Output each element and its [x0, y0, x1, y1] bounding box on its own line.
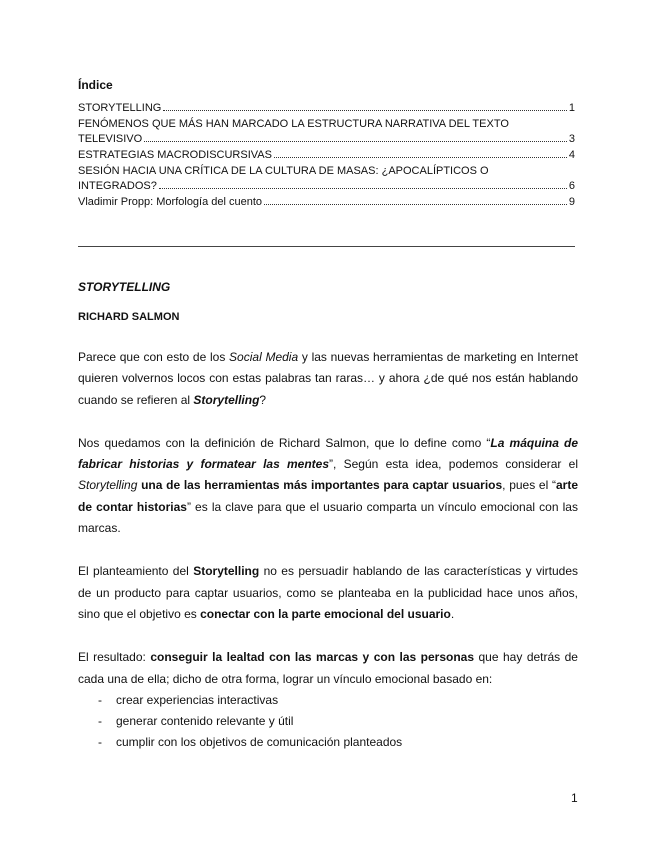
- toc-entry[interactable]: [78, 195, 575, 210]
- section-title: STORYTELLING: [78, 280, 171, 294]
- toc-leader-dots: [159, 188, 567, 189]
- paragraph-text: El planteamiento del: [78, 564, 194, 579]
- italic-text: Social Media: [229, 350, 299, 364]
- paragraph: [78, 561, 578, 625]
- paragraph-text: ?: [259, 392, 267, 407]
- bold-italic-text: La máquina de fabricar historias y formatear las mentes: [78, 435, 578, 472]
- bold-text: Storytelling: [193, 564, 260, 579]
- toc-entry-text-line1: SESIÓN HACIA UNA CRÍTICA DE LA CULTURA DE MASAS: ¿APOCALÍPTICOS O: [78, 165, 489, 177]
- bold-text: una de las herramientas más importantes para captar usuarios: [141, 478, 503, 493]
- toc-entry-page: 6: [568, 180, 575, 192]
- paragraph-text: .: [450, 606, 455, 621]
- toc-entry-page: 9: [568, 196, 575, 208]
- section-content: [78, 279, 578, 754]
- toc-entry-page: 1: [568, 102, 575, 114]
- toc-heading: Índice: [78, 78, 113, 92]
- paragraph-text: El resultado:: [78, 650, 151, 665]
- toc-entry[interactable]: [78, 148, 575, 163]
- list-item-text: cumplir con los objetivos de comunicación planteados: [116, 735, 403, 750]
- bold-text: conectar con la parte emocional del usuario: [200, 606, 451, 621]
- paragraph-text: Nos quedamos con la definición de Richard Salmon, que lo define como “: [78, 435, 491, 450]
- paragraph-text: y las nuevas herramientas de marketing en Internet quieren volvernos locos con estas palabras tan raras… y ahora ¿de qué nos están hablando cuando se refieren al: [78, 350, 578, 407]
- paragraph: [78, 433, 578, 539]
- paragraph-text: que hay detrás de cada una de ella; dicho de otra forma, lograr un vínculo emocional basado en:: [78, 650, 578, 686]
- bullet-dash: -: [98, 692, 102, 707]
- toc-entry-page: 4: [568, 149, 575, 161]
- toc-entry-text-line1: FENÓMENOS QUE MÁS HAN MARCADO LA ESTRUCTURA NARRATIVA DEL TEXTO: [78, 118, 509, 130]
- list-item-text: crear experiencias interactivas: [116, 692, 279, 707]
- paragraph: [78, 647, 578, 690]
- bullet-dash: -: [98, 735, 102, 750]
- toc-entry[interactable]: [78, 101, 575, 116]
- bold-text: conseguir la lealtad con las marcas y con las personas: [150, 650, 475, 665]
- bold-text: arte de contar historias: [78, 478, 578, 514]
- toc-entry-text: ESTRATEGIAS MACRODISCURSIVAS: [78, 149, 272, 161]
- section-author: RICHARD SALMON: [78, 311, 180, 323]
- list-item: [78, 711, 578, 732]
- paragraph: [78, 347, 578, 411]
- italic-text: Storytelling: [78, 478, 138, 493]
- paragraph-text: ” es la clave para que el usuario comparta un vínculo emocional con las marcas.: [78, 499, 578, 536]
- paragraph-text: ”, Según esta idea, podemos considerar el: [329, 457, 579, 472]
- toc-entry-text: INTEGRADOS?: [78, 180, 157, 192]
- toc-leader-dots: [163, 110, 567, 111]
- toc-leader-dots: [264, 204, 567, 205]
- list-item: [78, 732, 578, 753]
- toc-entry[interactable]: [78, 164, 575, 194]
- toc-leader-dots: [274, 157, 567, 158]
- toc-entry-text: Vladimir Propp: Morfología del cuento: [78, 196, 263, 208]
- toc-entry-page: 3: [568, 133, 575, 145]
- toc-entry-text: TELEVISIVO: [78, 133, 143, 145]
- paragraph-text: , pues el “: [502, 478, 556, 493]
- list-item-text: generar contenido relevante y útil: [116, 714, 294, 729]
- paragraph-text: Parece que con esto de los: [78, 350, 230, 364]
- page-number: 1: [571, 791, 578, 805]
- table-of-contents: [78, 101, 575, 211]
- toc-entry-text: STORYTELLING: [78, 102, 162, 114]
- section-divider: [78, 246, 575, 247]
- bullet-list: [78, 690, 578, 754]
- bullet-dash: -: [98, 714, 102, 729]
- toc-leader-dots: [144, 141, 567, 142]
- toc-entry[interactable]: [78, 117, 575, 147]
- bold-italic-text: Storytelling: [193, 392, 260, 407]
- paragraph-text: no es persuadir hablando de las características y virtudes de un producto para captar usuarios, como se planteaba en la publicidad hace unos años, sino que el objetivo es: [78, 564, 579, 621]
- list-item: [78, 690, 578, 711]
